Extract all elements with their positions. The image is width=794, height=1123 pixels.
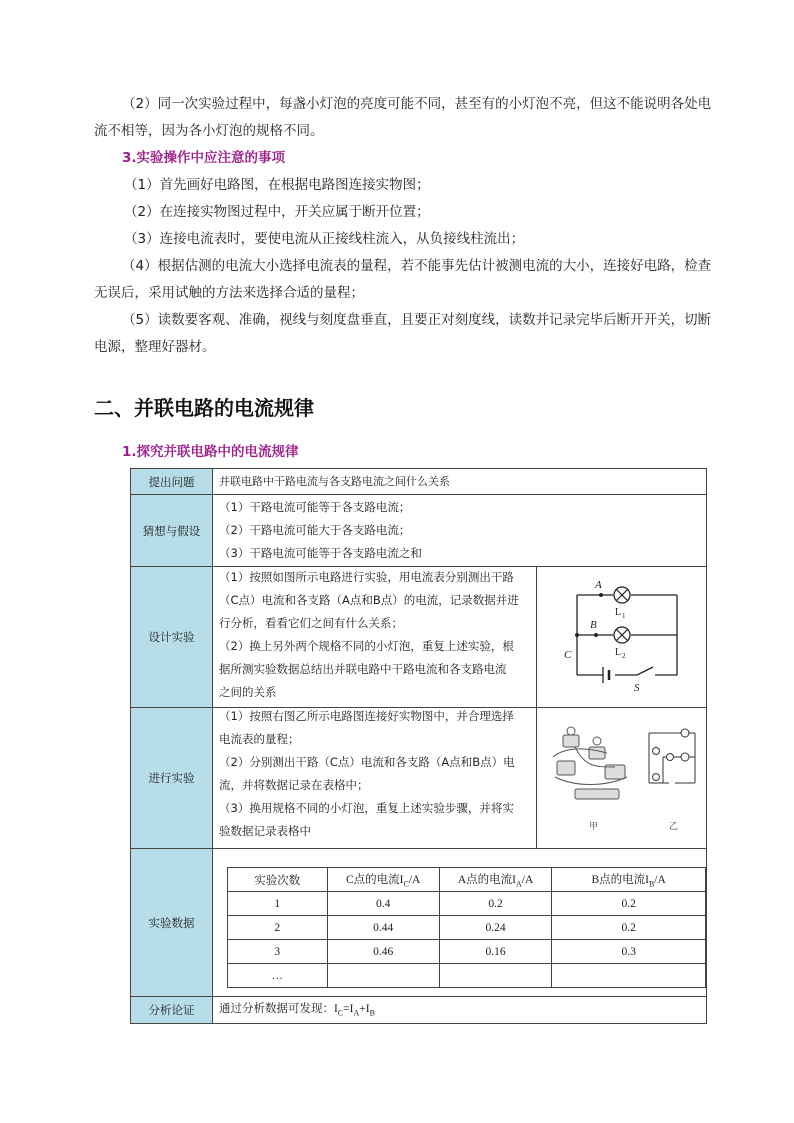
question-text: 并联电路中干路电流与各支路电流之间什么关系 bbox=[219, 475, 450, 488]
cell-ib bbox=[552, 964, 706, 988]
design-line: （C点）电流和各支路（A点和B点）的电流，记录数据并进 bbox=[219, 593, 519, 607]
header-cell: B点的电流$I_B/A$ bbox=[552, 868, 706, 892]
hypothesis-3: （3）干路电流可能等于各支路电流之和 bbox=[219, 546, 422, 560]
header-cell: 实验次数 bbox=[228, 868, 328, 892]
cell-ic: 0.46 bbox=[327, 940, 439, 964]
procedure-line: （3）换用规格不同的小灯泡，重复上述实验步骤，并将实 bbox=[219, 801, 514, 815]
item-5: （5）读数要客观、准确，视线与刻度盘垂直，且要正对刻度线，读数并记录完毕后断开开关，切断电源，整理好器材。 bbox=[94, 312, 712, 355]
section-title: 二、并联电路的电流规律 bbox=[94, 396, 314, 420]
cell-ic: 0.4 bbox=[327, 892, 439, 916]
cell-trial: … bbox=[228, 964, 328, 988]
cell-ib: 0.3 bbox=[552, 940, 706, 964]
label-c: C bbox=[564, 649, 572, 661]
cell-ib: 0.2 bbox=[552, 916, 706, 940]
procedure-line: （2）分别测出干路（C点）电流和各支路（A点和B点）电 bbox=[219, 755, 515, 769]
label-b: B bbox=[590, 619, 597, 631]
label-jia: 甲 bbox=[589, 822, 599, 832]
table-row bbox=[228, 964, 706, 988]
design-line: 据所测实验数据总结出并联电路中干路电流和各支路电流 bbox=[219, 662, 507, 676]
design-line: （2）换上另外两个规格不同的小灯泡，重复上述实验，根 bbox=[219, 639, 514, 653]
subheading-1: 1.探究并联电路中的电流规律 bbox=[122, 444, 299, 460]
lamp-l2-icon bbox=[614, 627, 630, 643]
cell-ia bbox=[439, 964, 551, 988]
item-4: （4）根据估测的电流大小选择电流表的量程，若不能事先估计被测电流的大小，连接好电路，检查无误后，采用试触的方法来选择合适的量程； bbox=[94, 258, 712, 301]
table-row bbox=[228, 916, 706, 940]
label-a: A bbox=[595, 579, 602, 591]
procedure-line: 电流表的量程； bbox=[219, 732, 300, 746]
experiment-table bbox=[130, 468, 707, 1024]
cell-ib: 0.2 bbox=[552, 892, 706, 916]
design-line: 之间的关系 bbox=[219, 685, 277, 699]
procedure-line: 验数据记录表格中 bbox=[219, 824, 311, 838]
node-c bbox=[575, 633, 579, 637]
circuit-diagram-yi-icon bbox=[649, 729, 695, 783]
item-2: （2）在连接实物图过程中，开关应属于断开位置； bbox=[124, 204, 430, 220]
svg-text:1: 1 bbox=[622, 612, 626, 620]
cell-trial: 3 bbox=[228, 940, 328, 964]
divider bbox=[536, 567, 537, 708]
table-row bbox=[228, 940, 706, 964]
svg-text:2: 2 bbox=[622, 652, 626, 660]
label-s: S bbox=[634, 682, 640, 693]
table-row bbox=[228, 892, 706, 916]
node-b bbox=[594, 633, 598, 637]
header-cell: A点的电流$I_A/A$ bbox=[439, 868, 551, 892]
cell-ia: 0.16 bbox=[439, 940, 551, 964]
apparatus-figure bbox=[545, 717, 705, 841]
cell-trial: 1 bbox=[228, 892, 328, 916]
item-3: （3）连接电流表时，要使电流从正接线柱流入，从负接线柱流出； bbox=[124, 231, 525, 247]
analysis-text: 通过分析数据可发现：$I_C=I_A+I_B$ bbox=[219, 1003, 375, 1018]
cell-ic: 0.44 bbox=[327, 916, 439, 940]
header-cell: C点的电流$I_C/A$ bbox=[327, 868, 439, 892]
header-question: 提出问题 bbox=[131, 469, 213, 495]
parallel-circuit-diagram bbox=[551, 575, 691, 693]
node-a bbox=[599, 593, 603, 597]
hypothesis-2: （2）干路电流可能大于各支路电流； bbox=[219, 523, 411, 537]
label-yi: 乙 bbox=[669, 822, 679, 832]
hypothesis-1: （1）干路电流可能等于各支路电流； bbox=[219, 500, 411, 514]
procedure-line: （1）按照右图乙所示电路图连接好实物图中，并合理选择 bbox=[219, 709, 514, 723]
item-1: （1）首先画好电路图，在根据电路图连接实物图； bbox=[124, 177, 430, 193]
header-design: 设计实验 bbox=[131, 567, 213, 708]
subheading-3: 3.实验操作中应注意的事项 bbox=[122, 150, 286, 166]
header-data: 实验数据 bbox=[131, 849, 213, 997]
data-table bbox=[227, 867, 706, 988]
cell-ia: 0.24 bbox=[439, 916, 551, 940]
data-table-header-row bbox=[228, 868, 706, 892]
header-procedure: 进行实验 bbox=[131, 708, 213, 849]
procedure-line: 流，并将数据记录在表格中； bbox=[219, 778, 369, 792]
cell-trial: 2 bbox=[228, 916, 328, 940]
cell-ia: 0.2 bbox=[439, 892, 551, 916]
divider bbox=[536, 708, 537, 849]
label-l1: L bbox=[615, 607, 622, 618]
design-line: （1）按照如图所示电路进行实验，用电流表分别测出干路 bbox=[219, 570, 514, 584]
label-l2: L bbox=[615, 647, 622, 658]
lamp-l1-icon bbox=[614, 587, 630, 603]
cell-ic bbox=[327, 964, 439, 988]
header-analysis: 分析论证 bbox=[131, 997, 213, 1023]
design-line: 行分析，看看它们之间有什么关系； bbox=[219, 616, 403, 630]
header-hypothesis: 猜想与假设 bbox=[131, 495, 213, 567]
physical-circuit-icon bbox=[553, 727, 627, 799]
paragraph-p2: （2）同一次实验过程中，每盏小灯泡的亮度可能不同，甚至有的小灯泡不亮，但这不能说明各处电流不相等，因为各小灯泡的规格不同。 bbox=[94, 96, 712, 139]
